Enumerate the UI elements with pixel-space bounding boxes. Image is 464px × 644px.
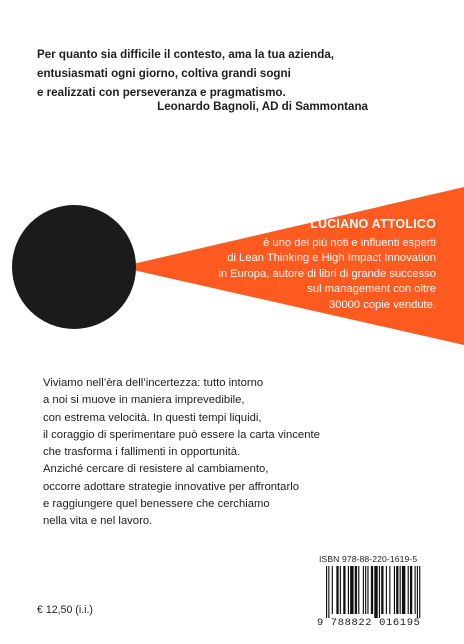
barcode-bar xyxy=(410,566,412,614)
blurb-line: occorre adottare strategie innovative per affrontarlo xyxy=(43,480,300,493)
price: € 12,50 (i.i.) xyxy=(37,604,93,616)
barcode-bar xyxy=(379,566,380,618)
barcode-bar xyxy=(415,566,416,614)
author-bio-line: sul management con oltre xyxy=(307,283,436,296)
barcode-bar xyxy=(396,566,398,614)
barcode-bar xyxy=(348,566,349,614)
barcode-bar xyxy=(355,566,357,614)
author-bio-line: in Europa, autore di libri di grande successo xyxy=(218,267,436,280)
blurb-line: il coraggio di sperimentare può essere la carta vincente xyxy=(43,428,320,441)
barcode-bar xyxy=(417,566,418,618)
blurb-line: Anziché cercare di resistere al cambiamento, xyxy=(43,463,269,476)
barcode-bar xyxy=(358,566,359,614)
barcode-bar xyxy=(408,566,409,614)
barcode-bar xyxy=(328,566,329,618)
blurb-line: e raggiungere quel benessere che cerchiamo xyxy=(43,498,270,511)
barcode-bar xyxy=(389,566,390,614)
author-bio-line: di Lean Thinking e High Impact Innovation xyxy=(227,252,436,265)
barcode-bar xyxy=(394,566,395,614)
barcode-bar xyxy=(326,566,327,618)
author-name: LUCIANO ATTOLICO xyxy=(310,217,436,231)
barcode-bar xyxy=(419,566,420,618)
barcode-bar xyxy=(365,566,366,614)
barcode-bar xyxy=(381,566,383,614)
blurb-line: a noi si muove in maniera imprevedibile, xyxy=(43,394,245,407)
barcode-bar xyxy=(343,566,345,614)
blurb-line: nella vita e nel lavoro. xyxy=(43,515,153,528)
barcode-graphic xyxy=(324,566,434,618)
barcode-bar xyxy=(374,566,377,618)
barcode-bar xyxy=(340,566,341,614)
blurb-line: che trasforma i fallimenti in opportunità. xyxy=(43,446,241,459)
barcode-bar xyxy=(363,566,364,614)
barcode-bar xyxy=(386,566,387,614)
quote-line: Per quanto sia difficile il contesto, ama la tua azienda, xyxy=(37,48,335,61)
quote-author: Leonardo Bagnoli, AD di Sammontana xyxy=(157,100,368,113)
quote-line: entusiasmati ogni giorno, coltiva grandi sogni xyxy=(37,67,291,80)
barcode-digits: 9 788822 016195 xyxy=(317,617,421,629)
quote-line: e realizzati con perseveranza e pragmatismo. xyxy=(37,86,286,99)
isbn-label: ISBN 978-88-220-1619-5 xyxy=(319,554,418,564)
quote xyxy=(37,45,437,102)
barcode-bar xyxy=(402,566,405,614)
author-block xyxy=(218,217,436,314)
blurb xyxy=(43,375,423,531)
black-circle xyxy=(12,205,136,329)
barcode-bar xyxy=(367,566,368,614)
blurb-line: Viviamo nell’èra dell’incertezza: tutto intorno xyxy=(43,377,264,389)
barcode-bar xyxy=(336,566,338,614)
barcode-bar xyxy=(332,566,333,614)
author-bio-line: è uno dei più noti e influenti esperti xyxy=(263,236,436,249)
blurb-line: con estrema velocità. In questi tempi liquidi, xyxy=(43,411,262,424)
barcode-bar xyxy=(350,566,353,614)
barcode-bar xyxy=(371,566,373,614)
barcode-bar xyxy=(400,566,401,614)
author-bio-line: 30000 copie vendute. xyxy=(329,298,436,311)
